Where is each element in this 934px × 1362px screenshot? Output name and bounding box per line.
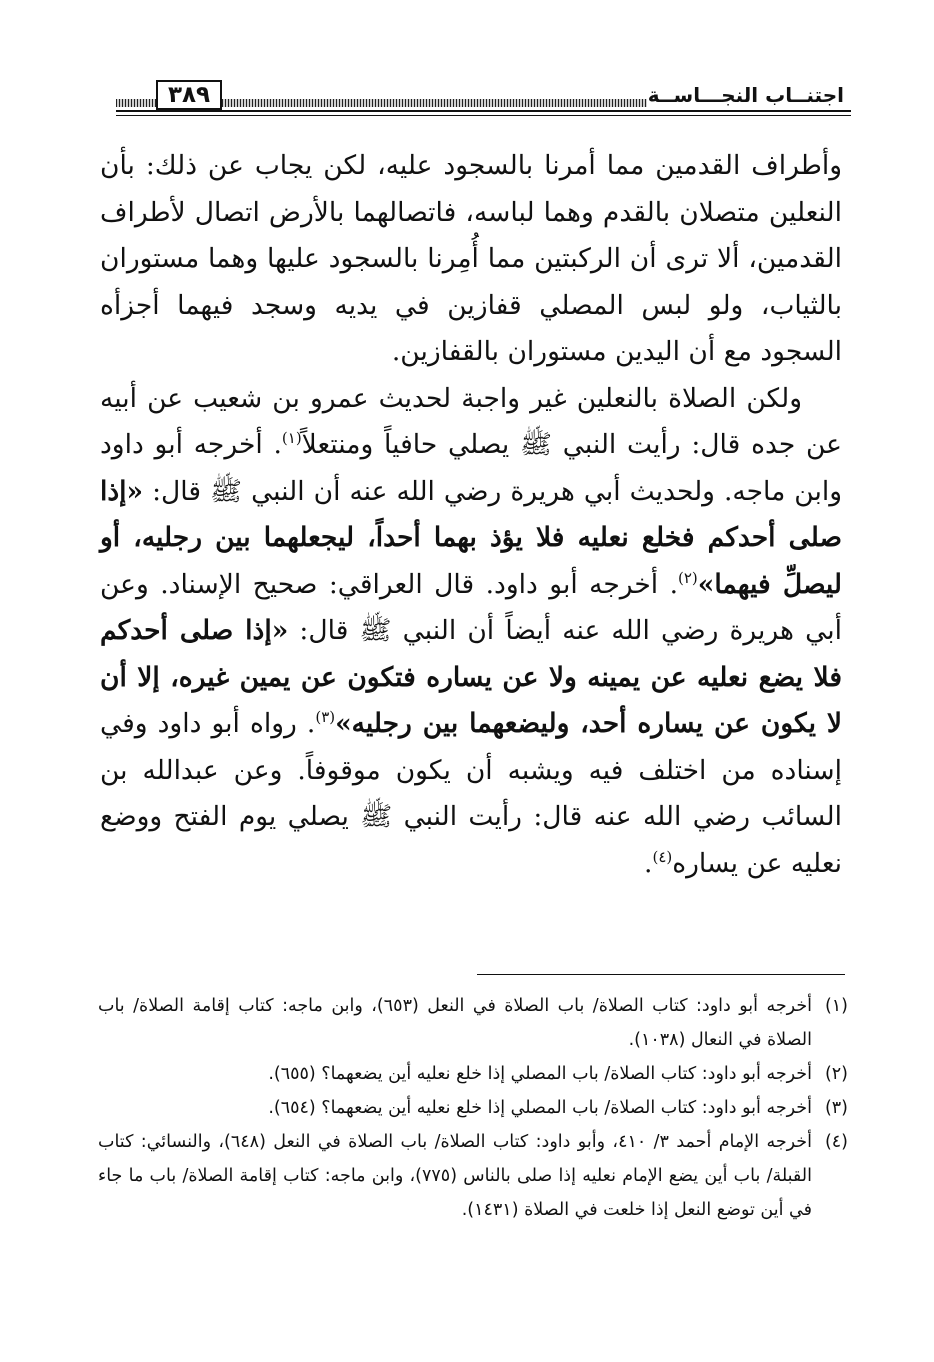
text-run: .: [644, 847, 653, 879]
footnote-number: (٢): [824, 1064, 848, 1084]
footnote-number: (٣): [824, 1098, 848, 1118]
footnote-number: (١): [824, 996, 848, 1016]
footnotes: [98, 989, 848, 1227]
footnote-text: أخرجه الإمام أحمد ٣/ ٤١٠، وأبو داود: كتاب الصلاة/ باب الصلاة في النعل (٦٤٨)، والنسائي: كتاب القبلة/ باب أين يضع الإمام نعليه إذا صلى بالناس (٧٧٥)، وابن ماجه: كتاب إقامة الصلاة/ باب ما جاء في أين توضع النعل إذا خلعت في الصلاة (١٤٣١).: [98, 1132, 812, 1220]
paragraph: [100, 376, 842, 888]
footnote-2: [98, 1057, 848, 1091]
footnote-ref-2[interactable]: (٢): [678, 568, 698, 587]
footnote-text: أخرجه أبو داود: كتاب الصلاة/ باب الصلاة في النعل (٦٥٣)، وابن ماجه: كتاب إقامة الصلاة/ باب الصلاة في النعال (١٠٣٨).: [98, 996, 812, 1050]
header-rule: [116, 110, 851, 112]
main-text: [100, 143, 842, 887]
text-run: . أخرجه أبو داود. قال العراقي: صحيح الإسناد. وعن أبي هريرة رضي الله عنه أيضاً أن النبي ﷺ قال:: [100, 568, 843, 646]
hadith-quote: «إذا صلى أحدكم فخلع نعليه فلا يؤذ بهما أحداً، ليجعلهما بين رجليه، أو ليصلِّ فيهما»: [100, 475, 842, 600]
footnote-ref-3[interactable]: (٣): [315, 708, 336, 727]
footnote-separator: [477, 974, 845, 975]
footnote-number: (٤): [824, 1132, 848, 1152]
running-header: [0, 0, 934, 125]
hadith-quote: «إذا صلى أحدكم فلا يضع نعليه عن يمينه ولا عن يساره فتكون عن يمين غيره، إلا أن لا يكون عن يساره أحد، وليضعهما بين رجليه»: [100, 615, 843, 739]
footnote-ref-1[interactable]: (١): [281, 429, 302, 448]
running-title: اجتنــاب النجـــاســة: [647, 83, 844, 107]
text-run: . أخرجه أبو داود وابن ماجه. ولحديث أبي هريرة رضي الله عنه أن النبي ﷺ قال:: [100, 429, 842, 507]
footnote-text: أخرجه أبو داود: كتاب الصلاة/ باب المصلي إذا خلع نعليه أين يضعهما؟ (٦٥٥).: [268, 1064, 812, 1084]
header-rule: [116, 115, 851, 116]
footnote-ref-4[interactable]: (٤): [652, 847, 673, 866]
header-decorative-band: [116, 99, 156, 107]
footnote-1: [98, 989, 848, 1057]
header-decorative-band: [222, 99, 647, 107]
footnote-3: [98, 1091, 848, 1125]
footnote-4: [98, 1125, 848, 1227]
text-run: . رواه أبو داود وفي إسناده من اختلف فيه ويشبه أن يكون موقوفاً. وعن عبدالله بن السائب رضي الله عنه قال: رأيت النبي ﷺ يصلي يوم الفتح ووضع نعليه عن يساره: [100, 708, 842, 879]
text-run: ولكن الصلاة بالنعلين غير واجبة لحديث عمرو بن شعيب عن أبيه عن جده قال: رأيت النبي ﷺ يصلي حافياً ومنتعلاً: [100, 382, 842, 460]
footnote-text: أخرجه أبو داود: كتاب الصلاة/ باب المصلي إذا خلع نعليه أين يضعهما؟ (٦٥٤).: [268, 1098, 812, 1118]
page-number: ٣٨٩: [156, 80, 222, 110]
paragraph: وأطراف القدمين مما أمرنا بالسجود عليه، لكن يجاب عن ذلك: بأن النعلين متصلان بالقدم وهما لباسه، فاتصالهما بالأرض اتصال لأطراف القدمين، ألا ترى أن الركبتين مما أُمِرنا بالسجود عليها وهما مستوران بالثياب، ولو لبس المصلي قفازين في يديه وسجد فيهما أجزأه السجود مع أن اليدين مستوران بالقفازين.: [100, 150, 842, 367]
